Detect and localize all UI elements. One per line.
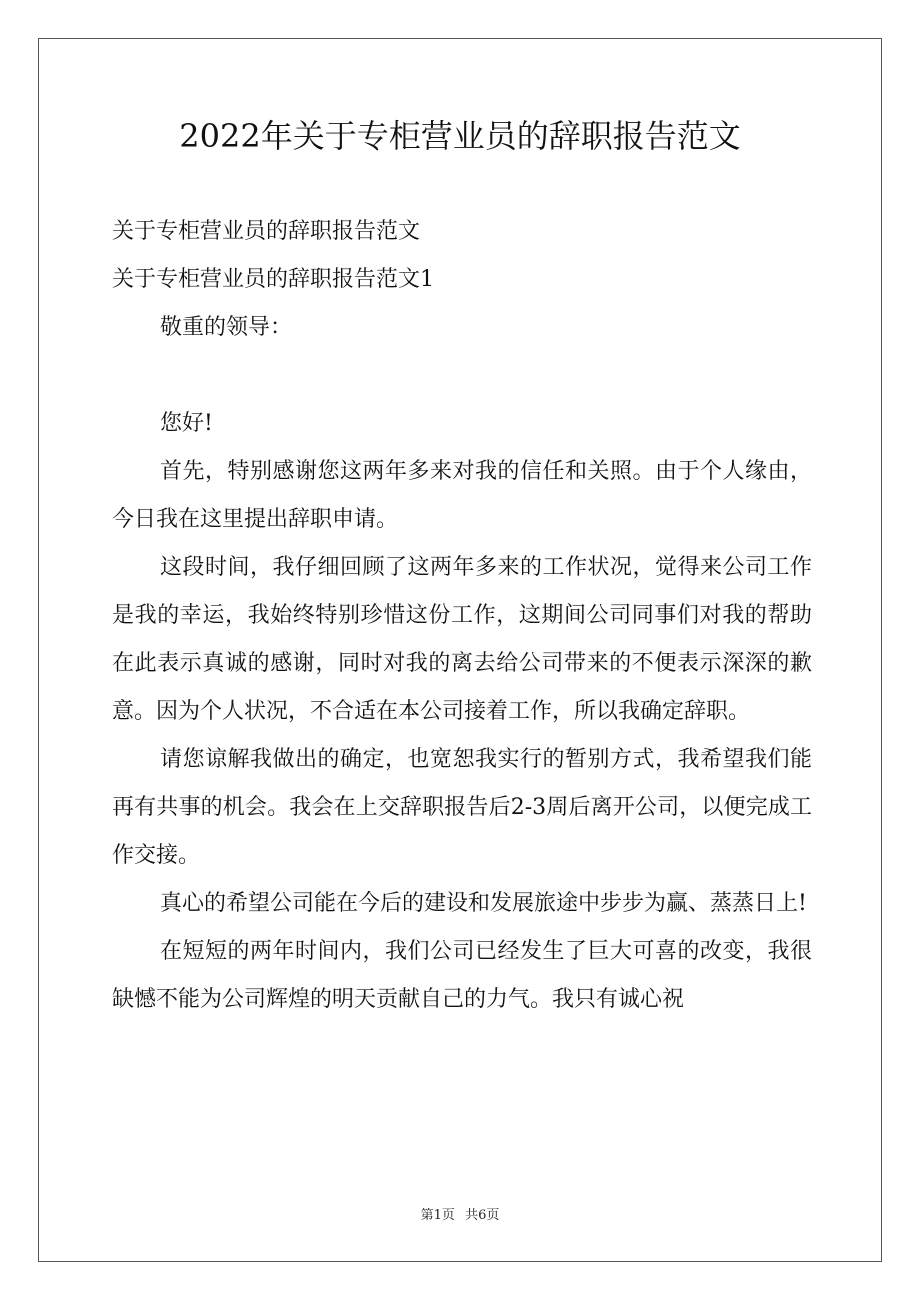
page-total: 共6页 bbox=[465, 1208, 500, 1223]
page-footer bbox=[0, 1206, 920, 1226]
document-body bbox=[112, 208, 812, 1024]
blank-line bbox=[112, 352, 812, 400]
paragraph: 真心的希望公司能在今后的建设和发展旅途中步步为赢、蒸蒸日上! bbox=[160, 891, 807, 916]
paragraph: 这段时间，我仔细回顾了这两年多来的工作状况，觉得来公司工作是我的幸运，我始终特别珍惜这份工作，这期间公司同事们对我的帮助在此表示真诚的感谢，同时对我的离去给公司带来的不便表示深深的歉意。因为个人状况，不合适在本公司接着工作，所以我确定辞职。 bbox=[112, 555, 812, 724]
paragraph: 在短短的两年时间内，我们公司已经发生了巨大可喜的改变，我很缺憾不能为公司辉煌的明天贡献自己的力气。我只有诚心祝 bbox=[112, 939, 812, 1012]
paragraph: 首先，特别感谢您这两年多来对我的信任和关照。由于个人缘由，今日我在这里提出辞职申请。 bbox=[112, 459, 812, 532]
paragraph: 请您谅解我做出的确定，也宽恕我实行的暂别方式，我希望我们能再有共事的机会。我会在上交辞职报告后2-3周后离开公司，以便完成工作交接。 bbox=[112, 747, 812, 868]
salutation: 敬重的领导： bbox=[160, 315, 293, 340]
page-number: 第1页 bbox=[420, 1208, 455, 1223]
section-heading: 关于专柜营业员的辞职报告范文1 bbox=[112, 267, 434, 292]
document-subtitle: 关于专柜营业员的辞职报告范文 bbox=[112, 219, 421, 244]
greeting: 您好! bbox=[160, 411, 213, 436]
document-title: 2022年关于专柜营业员的辞职报告范文 bbox=[179, 117, 741, 155]
